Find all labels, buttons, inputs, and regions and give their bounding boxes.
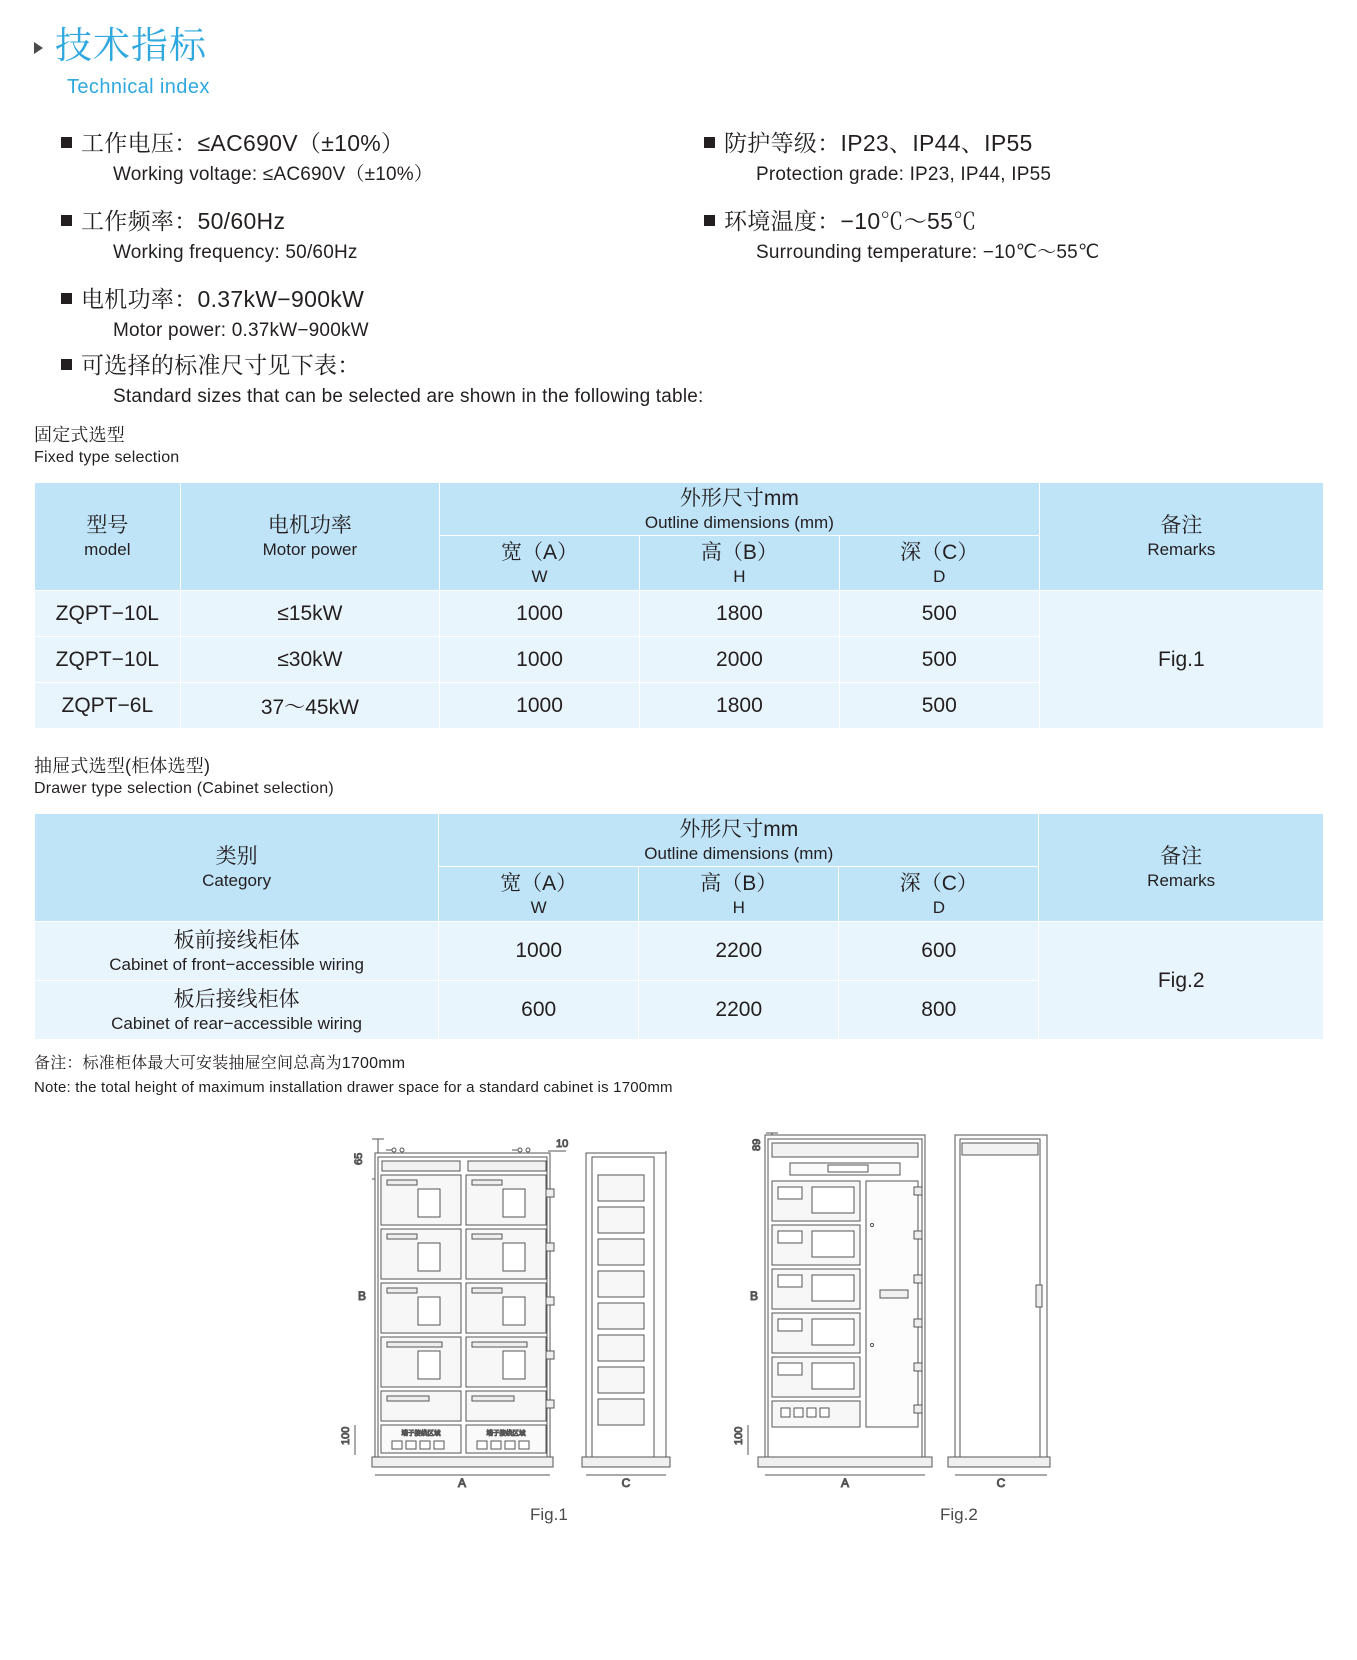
cell-power: 37～45kW — [180, 683, 439, 729]
header-outline-en: Outline dimensions (mm) — [644, 512, 834, 532]
cabinet-drawings — [0, 1105, 1357, 1535]
cell-category-cn: 板前接线柜体 — [173, 928, 300, 952]
cell-category-en: Cabinet of front−accessible wiring — [109, 954, 364, 974]
cell-power: ≤30kW — [180, 637, 439, 683]
cell-category-cn: 板后接线柜体 — [173, 987, 300, 1011]
cell-height: 1800 — [639, 591, 839, 637]
spec-column-wide — [61, 350, 961, 428]
cell-depth: 800 — [839, 981, 1039, 1040]
square-bullet-icon — [61, 359, 72, 370]
header-motor-power — [180, 483, 439, 591]
spec-column-right — [704, 128, 1324, 284]
header-remarks-cn: 备注 — [1160, 845, 1203, 868]
cell-height: 2200 — [639, 981, 839, 1040]
header-model-en: model — [84, 540, 131, 559]
header-depth-en: D — [933, 566, 946, 586]
square-bullet-icon — [704, 215, 715, 226]
spec-item-frequency — [61, 206, 701, 236]
svg-text:65: 65 — [353, 1152, 365, 1165]
svg-text:10: 10 — [556, 1138, 569, 1150]
fixed-type-label-en: Fixed type selection — [34, 449, 180, 466]
spec-item-frequency-cn: 工作频率：50/60Hz — [81, 208, 286, 234]
table-note — [34, 1052, 673, 1100]
header-model — [35, 483, 181, 591]
header-depth-en: D — [932, 897, 945, 917]
cell-height: 1800 — [639, 683, 839, 729]
spec-item-protection-grade-en: Protection grade: IP23, IP44, IP55 — [756, 164, 1052, 185]
svg-text:89: 89 — [751, 1138, 763, 1151]
svg-text:B: B — [750, 1289, 759, 1303]
page-header — [34, 26, 634, 99]
header-width — [439, 867, 639, 922]
spec-item-standard-sizes-en: Standard sizes that can be selected are shown in the following table: — [113, 386, 704, 407]
svg-text:C: C — [621, 1476, 631, 1490]
header-height-en: H — [733, 566, 746, 586]
drawer-type-table — [34, 813, 1324, 1040]
table-row — [35, 591, 1324, 637]
svg-text:A: A — [457, 1476, 467, 1490]
spec-item-temperature-cn: 环境温度：−10℃～55℃ — [724, 208, 977, 234]
svg-text:端子接线区域: 端子接线区域 — [486, 1430, 526, 1437]
cell-category — [35, 922, 439, 981]
cell-height: 2000 — [639, 637, 839, 683]
spec-item-motor-power-cn: 电机功率：0.37kW−900kW — [81, 286, 365, 312]
cell-category-en: Cabinet of rear−accessible wiring — [111, 1013, 363, 1033]
cell-height: 2200 — [639, 922, 839, 981]
header-remarks-en: Remarks — [1147, 871, 1216, 890]
header-depth — [839, 867, 1039, 922]
spec-item-frequency-en: Working frequency: 50/60Hz — [113, 242, 358, 263]
drawer-type-label-cn: 抽屉式选型(柜体选型) — [34, 756, 211, 776]
fixed-type-label — [34, 424, 179, 469]
svg-text:C: C — [996, 1476, 1006, 1490]
spec-column-left — [61, 128, 701, 362]
header-width — [440, 536, 640, 591]
spec-item-protection-grade — [704, 128, 1324, 158]
spec-item-voltage-cn: 工作电压：≤AC690V（±10%） — [81, 130, 405, 156]
fig1-caption: Fig.1 — [530, 1505, 568, 1524]
page-title-cn: 技术指标 — [55, 25, 207, 66]
cell-model: ZQPT−10L — [35, 637, 181, 683]
spec-item-voltage — [61, 128, 701, 158]
table-header-row — [35, 483, 1324, 536]
cell-power: ≤15kW — [180, 591, 439, 637]
spec-item-protection-grade-cn: 防护等级：IP23、IP44、IP55 — [724, 130, 1033, 156]
drawer-type-label-en: Drawer type selection (Cabinet selection) — [34, 780, 334, 797]
svg-text:端子接线区域: 端子接线区域 — [401, 1430, 441, 1437]
header-remarks — [1039, 483, 1323, 591]
triangle-bullet-icon — [34, 42, 43, 54]
header-height — [639, 867, 839, 922]
header-height-en: H — [732, 897, 745, 917]
figure-area — [0, 1105, 1357, 1535]
header-category — [35, 814, 439, 922]
header-outline-cn: 外形尺寸mm — [679, 817, 799, 841]
header-width-cn: 宽（A） — [501, 540, 579, 564]
header-remarks — [1039, 814, 1324, 922]
square-bullet-icon — [61, 215, 72, 226]
header-outline-dimensions — [439, 814, 1039, 867]
spec-item-temperature — [704, 206, 1324, 236]
cell-width: 1000 — [440, 637, 640, 683]
header-outline-cn: 外形尺寸mm — [679, 486, 799, 510]
cell-width: 1000 — [440, 591, 640, 637]
header-depth-cn: 深（C） — [900, 540, 979, 564]
header-height — [639, 536, 839, 591]
cell-model: ZQPT−6L — [35, 683, 181, 729]
header-outline-en: Outline dimensions (mm) — [644, 843, 834, 863]
header-height-cn: 高（B） — [700, 871, 778, 895]
header-motor-power-en: Motor power — [262, 540, 358, 559]
cell-remark: Fig.2 — [1039, 922, 1324, 1040]
cell-width: 600 — [439, 981, 639, 1040]
header-outline-dimensions — [440, 483, 1040, 536]
square-bullet-icon — [61, 137, 72, 148]
header-depth — [839, 536, 1039, 591]
header-height-cn: 高（B） — [700, 540, 778, 564]
square-bullet-icon — [704, 137, 715, 148]
cell-model: ZQPT−10L — [35, 591, 181, 637]
fig2-caption: Fig.2 — [940, 1505, 978, 1524]
spec-item-voltage-en: Working voltage: ≤AC690V（±10%） — [113, 164, 434, 185]
spec-item-standard-sizes-cn: 可选择的标准尺寸见下表： — [81, 352, 361, 378]
table-note-en: Note: the total height of maximum installation drawer space for a standard cabinet is 1700mm — [34, 1079, 673, 1096]
cell-width: 1000 — [439, 922, 639, 981]
square-bullet-icon — [61, 293, 72, 304]
header-width-en: W — [531, 566, 548, 586]
header-width-en: W — [530, 897, 547, 917]
table-row — [35, 922, 1324, 981]
header-remarks-en: Remarks — [1147, 540, 1216, 559]
drawer-type-label — [34, 755, 334, 800]
cell-category — [35, 981, 439, 1040]
header-model-cn: 型号 — [86, 514, 129, 537]
cell-depth: 500 — [839, 591, 1039, 637]
header-motor-power-cn: 电机功率 — [267, 514, 352, 537]
svg-text:B: B — [358, 1289, 367, 1303]
fixed-type-label-cn: 固定式选型 — [34, 425, 125, 445]
svg-text:100: 100 — [733, 1426, 745, 1445]
cell-depth: 500 — [839, 637, 1039, 683]
header-remarks-cn: 备注 — [1160, 514, 1203, 537]
header-category-en: Category — [202, 871, 272, 890]
cell-depth: 600 — [839, 922, 1039, 981]
table-note-cn: 备注：标准柜体最大可安装抽屉空间总高为1700mm — [34, 1055, 406, 1072]
fixed-type-table — [34, 482, 1324, 729]
svg-text:100: 100 — [340, 1426, 352, 1445]
header-width-cn: 宽（A） — [500, 871, 578, 895]
spec-item-motor-power — [61, 284, 701, 314]
spec-item-temperature-en: Surrounding temperature: −10℃～55℃ — [756, 242, 1100, 263]
table-header-row — [35, 814, 1324, 867]
spec-item-standard-sizes — [61, 350, 961, 380]
page-title — [34, 26, 634, 67]
cell-remark: Fig.1 — [1039, 591, 1323, 729]
page-title-en: Technical index — [67, 75, 210, 98]
cell-depth: 500 — [839, 683, 1039, 729]
header-category-cn: 类别 — [215, 845, 258, 868]
svg-text:A: A — [840, 1476, 850, 1490]
header-depth-cn: 深（C） — [899, 871, 978, 895]
cell-width: 1000 — [440, 683, 640, 729]
spec-item-motor-power-en: Motor power: 0.37kW−900kW — [113, 320, 369, 341]
